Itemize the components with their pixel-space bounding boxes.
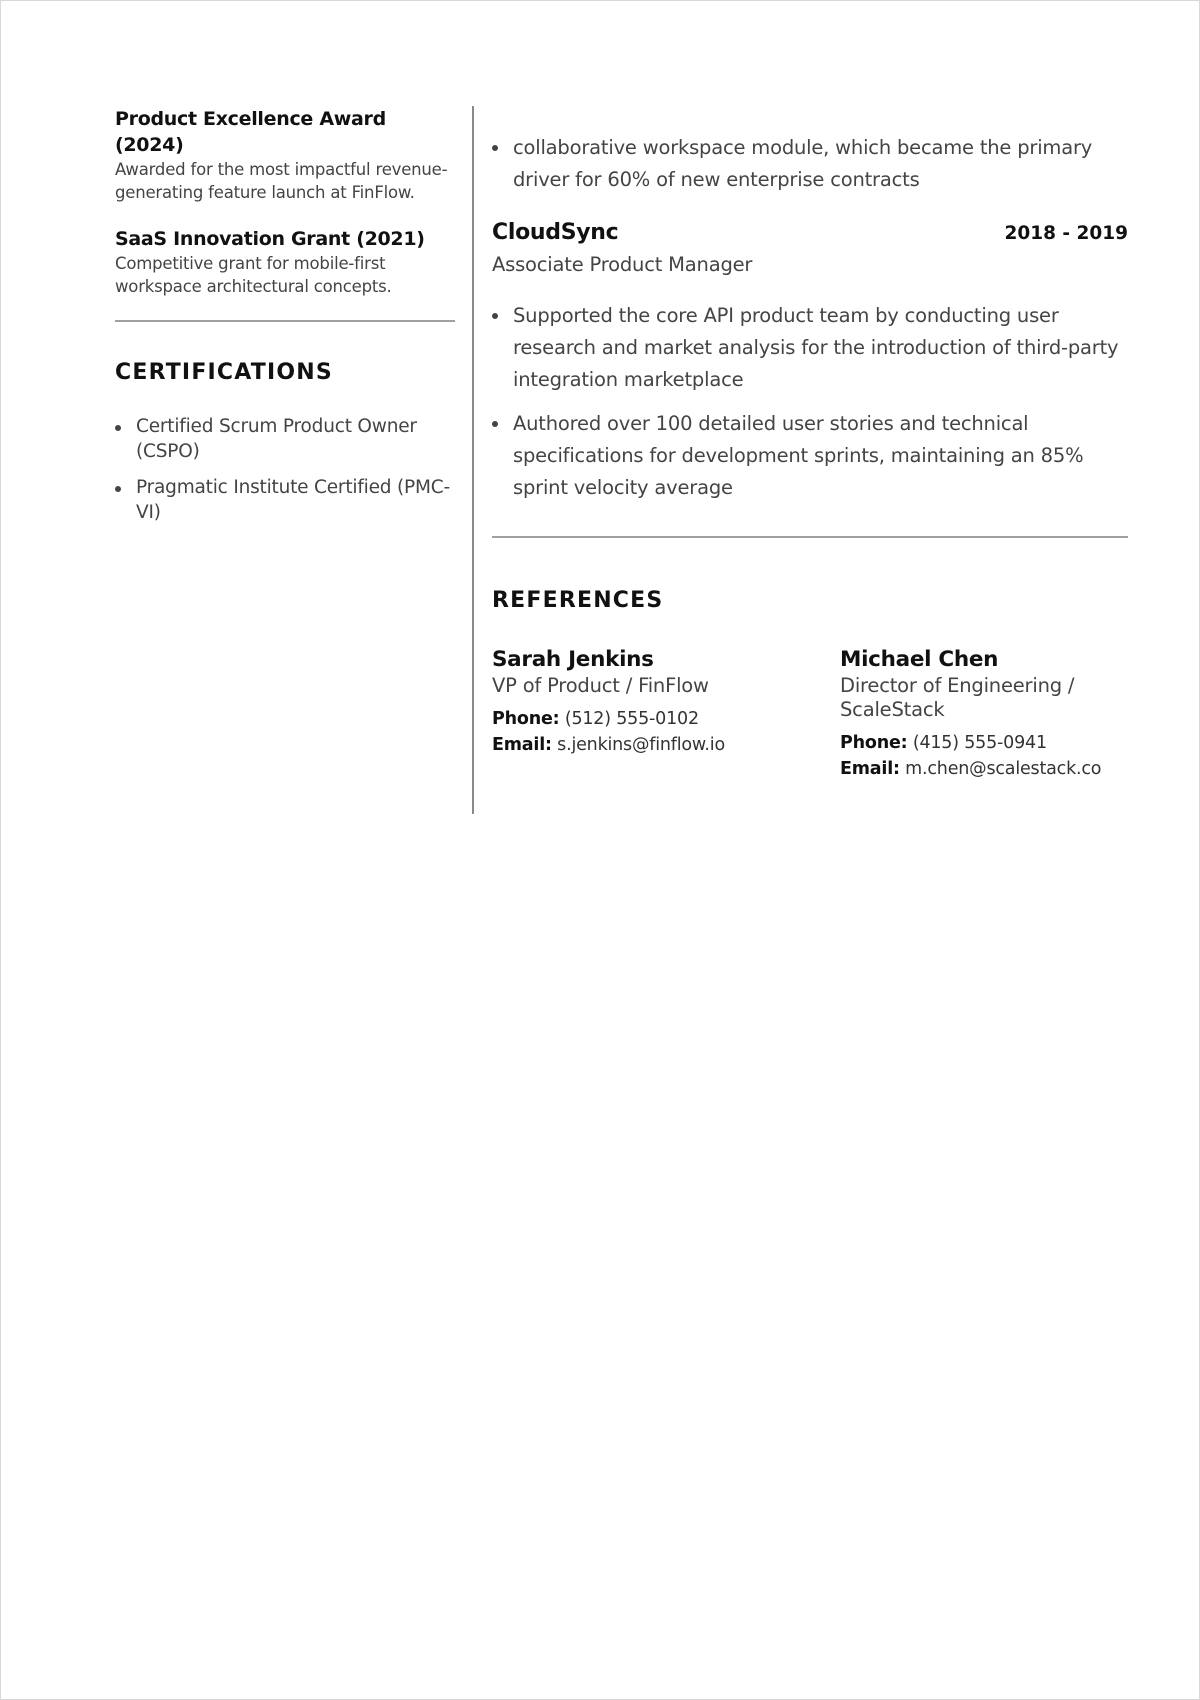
phone-label: Phone:: [492, 709, 560, 729]
job-role: Associate Product Manager: [492, 253, 753, 276]
right-column: [492, 106, 1128, 782]
reference-card: [840, 646, 1128, 782]
email-label: Email:: [492, 735, 552, 755]
phone-value: (415) 555-0941: [912, 733, 1047, 753]
job-header: [492, 220, 1128, 245]
references-grid: [492, 646, 1128, 782]
experience-bullet: collaborative workspace module, which became the primary driver for 60% of new enterprise contracts: [492, 132, 1128, 196]
reference-phone: [492, 706, 840, 732]
reference-phone: [840, 730, 1128, 756]
experience-bullet: Supported the core API product team by conducting user research and market analysis for the introduction of third-party integration marketplace: [492, 300, 1128, 396]
section-divider: [492, 536, 1128, 538]
reference-email: [840, 756, 1128, 782]
reference-title: Director of Engineering / ScaleStack: [840, 674, 1075, 721]
phone-label: Phone:: [840, 733, 908, 753]
experience-bullets-continued: [492, 132, 1128, 196]
experience-bullet: Authored over 100 detailed user stories and technical specifications for development sprints, maintaining an 85% sprint velocity average: [492, 408, 1128, 504]
reference-title: VP of Product / FinFlow: [492, 674, 709, 697]
email-label: Email:: [840, 759, 900, 779]
left-column: [115, 106, 455, 536]
reference-email: [492, 732, 840, 758]
award-title: Product Excellence Award (2024): [115, 108, 386, 156]
phone-value: (512) 555-0102: [564, 709, 699, 729]
certification-item: Pragmatic Institute Certified (PMC-VI): [115, 475, 455, 525]
certification-item: Certified Scrum Product Owner (CSPO): [115, 414, 455, 464]
award-description: Awarded for the most impactful revenue-generating feature launch at FinFlow.: [115, 160, 448, 202]
column-divider: [472, 106, 474, 814]
award-item: [115, 226, 455, 298]
references-heading: REFERENCES: [492, 588, 664, 613]
section-divider: [115, 320, 455, 322]
award-description: Competitive grant for mobile-first workspace architectural concepts.: [115, 254, 392, 296]
job-dates: 2018 - 2019: [1004, 223, 1128, 244]
reference-name: Michael Chen: [840, 647, 999, 672]
job-bullets: [492, 300, 1128, 504]
reference-card: [492, 646, 840, 782]
company-name: CloudSync: [492, 220, 619, 245]
reference-contact: [840, 730, 1128, 782]
award-item: [115, 106, 455, 204]
certifications-list: [115, 414, 455, 525]
email-value: s.jenkins@finflow.io: [557, 735, 725, 755]
certifications-heading: CERTIFICATIONS: [115, 360, 333, 385]
award-title: SaaS Innovation Grant (2021): [115, 228, 425, 250]
reference-contact: [492, 706, 840, 758]
reference-name: Sarah Jenkins: [492, 647, 654, 672]
email-value: m.chen@scalestack.co: [905, 759, 1102, 779]
